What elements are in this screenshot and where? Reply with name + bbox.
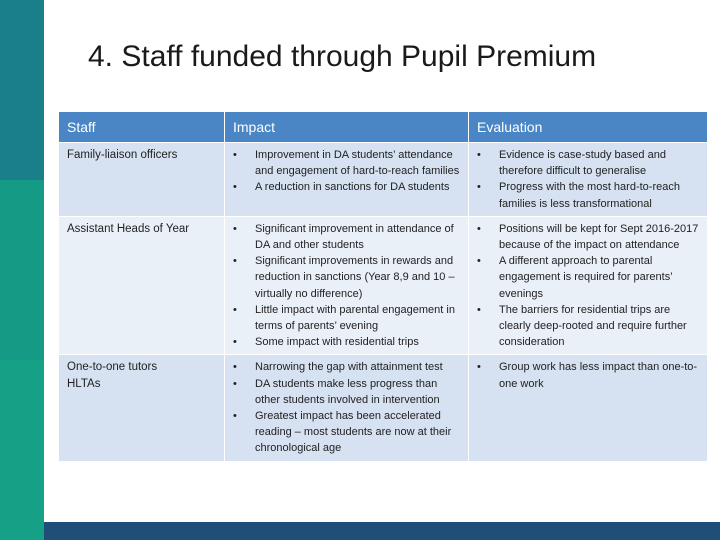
list-item-text: Significant improvement in attendance of DA and other students <box>255 222 454 252</box>
evaluation-list <box>477 147 699 212</box>
bullet-icon: • <box>477 181 481 194</box>
staff-cell <box>59 143 225 217</box>
table-row <box>59 216 708 355</box>
evaluation-list <box>477 359 699 391</box>
bullet-icon: • <box>233 377 237 390</box>
list-item-text: The barriers for residential trips are clearly deep-rooted and require further consideration <box>499 303 687 349</box>
list-item-text: Evidence is case-study based and therefore difficult to generalise <box>499 149 666 178</box>
list-item-text: Little impact with parental engagement in terms of parents’ evening <box>255 303 455 333</box>
evaluation-cell <box>469 143 708 217</box>
list-item-text: Group work has less impact than one-to-one work <box>499 361 698 390</box>
bottom-strip <box>44 522 720 540</box>
list-item <box>233 408 460 457</box>
impact-list <box>233 221 460 351</box>
list-item <box>233 334 460 350</box>
list-item <box>233 221 460 253</box>
list-item <box>233 359 460 375</box>
table-row <box>59 143 708 217</box>
list-item <box>233 302 460 334</box>
list-item <box>477 221 699 253</box>
list-item <box>233 147 460 179</box>
list-item <box>233 253 460 302</box>
staff-impact-table <box>58 111 708 462</box>
bullet-icon: • <box>233 361 237 374</box>
bullet-icon: • <box>233 336 237 349</box>
impact-cell <box>225 143 469 217</box>
evaluation-cell <box>469 216 708 355</box>
list-item-text: Significant improvements in rewards and reduction in sanctions (Year 8,9 and 10 – virtually no difference) <box>255 255 455 300</box>
staff-role: HLTAs <box>67 377 101 390</box>
list-item <box>477 179 699 211</box>
list-item-text: Positions will be kept for Sept 2016-2017 because of the impact on attendance <box>499 222 699 252</box>
bullet-icon: • <box>233 222 237 235</box>
header-evaluation: Evaluation <box>469 112 708 143</box>
bullet-icon: • <box>233 149 237 161</box>
list-item-text: Some impact with residential trips <box>255 336 419 349</box>
header-impact: Impact <box>225 112 469 143</box>
header-staff: Staff <box>59 112 225 143</box>
impact-cell <box>225 216 469 355</box>
bullet-icon: • <box>477 303 481 316</box>
impact-list <box>233 147 460 196</box>
staff-cell <box>59 216 225 355</box>
table-header-row <box>59 112 708 143</box>
bullet-icon: • <box>233 410 237 423</box>
evaluation-cell <box>469 355 708 461</box>
left-accent-bar <box>0 0 44 540</box>
slide-title: 4. Staff funded through Pupil Premium <box>88 40 597 73</box>
list-item <box>477 302 699 351</box>
list-item-text: Narrowing the gap with attainment test <box>255 361 443 374</box>
staff-role: Assistant Heads of Year <box>67 222 190 235</box>
bullet-icon: • <box>233 303 237 316</box>
bullet-icon: • <box>477 222 481 235</box>
table-row <box>59 355 708 461</box>
staff-role: One-to-one tutors <box>67 361 158 374</box>
staff-role: Family-liaison officers <box>67 149 178 161</box>
list-item-text: DA students make less progress than other students involved in intervention <box>255 377 440 406</box>
accent-band-middle <box>0 180 44 360</box>
list-item-text: A reduction in sanctions for DA students <box>255 181 450 194</box>
list-item-text: A different approach to parental engagement is required for parents’ evenings <box>499 255 673 300</box>
list-item <box>477 253 699 302</box>
staff-cell <box>59 355 225 461</box>
list-item <box>477 359 699 391</box>
bullet-icon: • <box>477 255 481 268</box>
accent-band-top <box>0 0 44 180</box>
impact-cell <box>225 355 469 461</box>
list-item-text: Improvement in DA students’ attendance and engagement of hard-to-reach families <box>255 149 460 178</box>
list-item <box>233 179 460 195</box>
bullet-icon: • <box>233 181 237 194</box>
list-item <box>477 147 699 179</box>
list-item-text: Greatest impact has been accelerated reading – most students are now at their chronological age <box>255 410 452 455</box>
bullet-icon: • <box>477 361 481 374</box>
table-body <box>59 143 708 462</box>
evaluation-list <box>477 221 699 351</box>
bullet-icon: • <box>233 255 237 268</box>
impact-list <box>233 359 460 456</box>
list-item-text: Progress with the most hard-to-reach families is less transformational <box>499 181 680 210</box>
bullet-icon: • <box>477 149 481 161</box>
list-item <box>233 376 460 408</box>
